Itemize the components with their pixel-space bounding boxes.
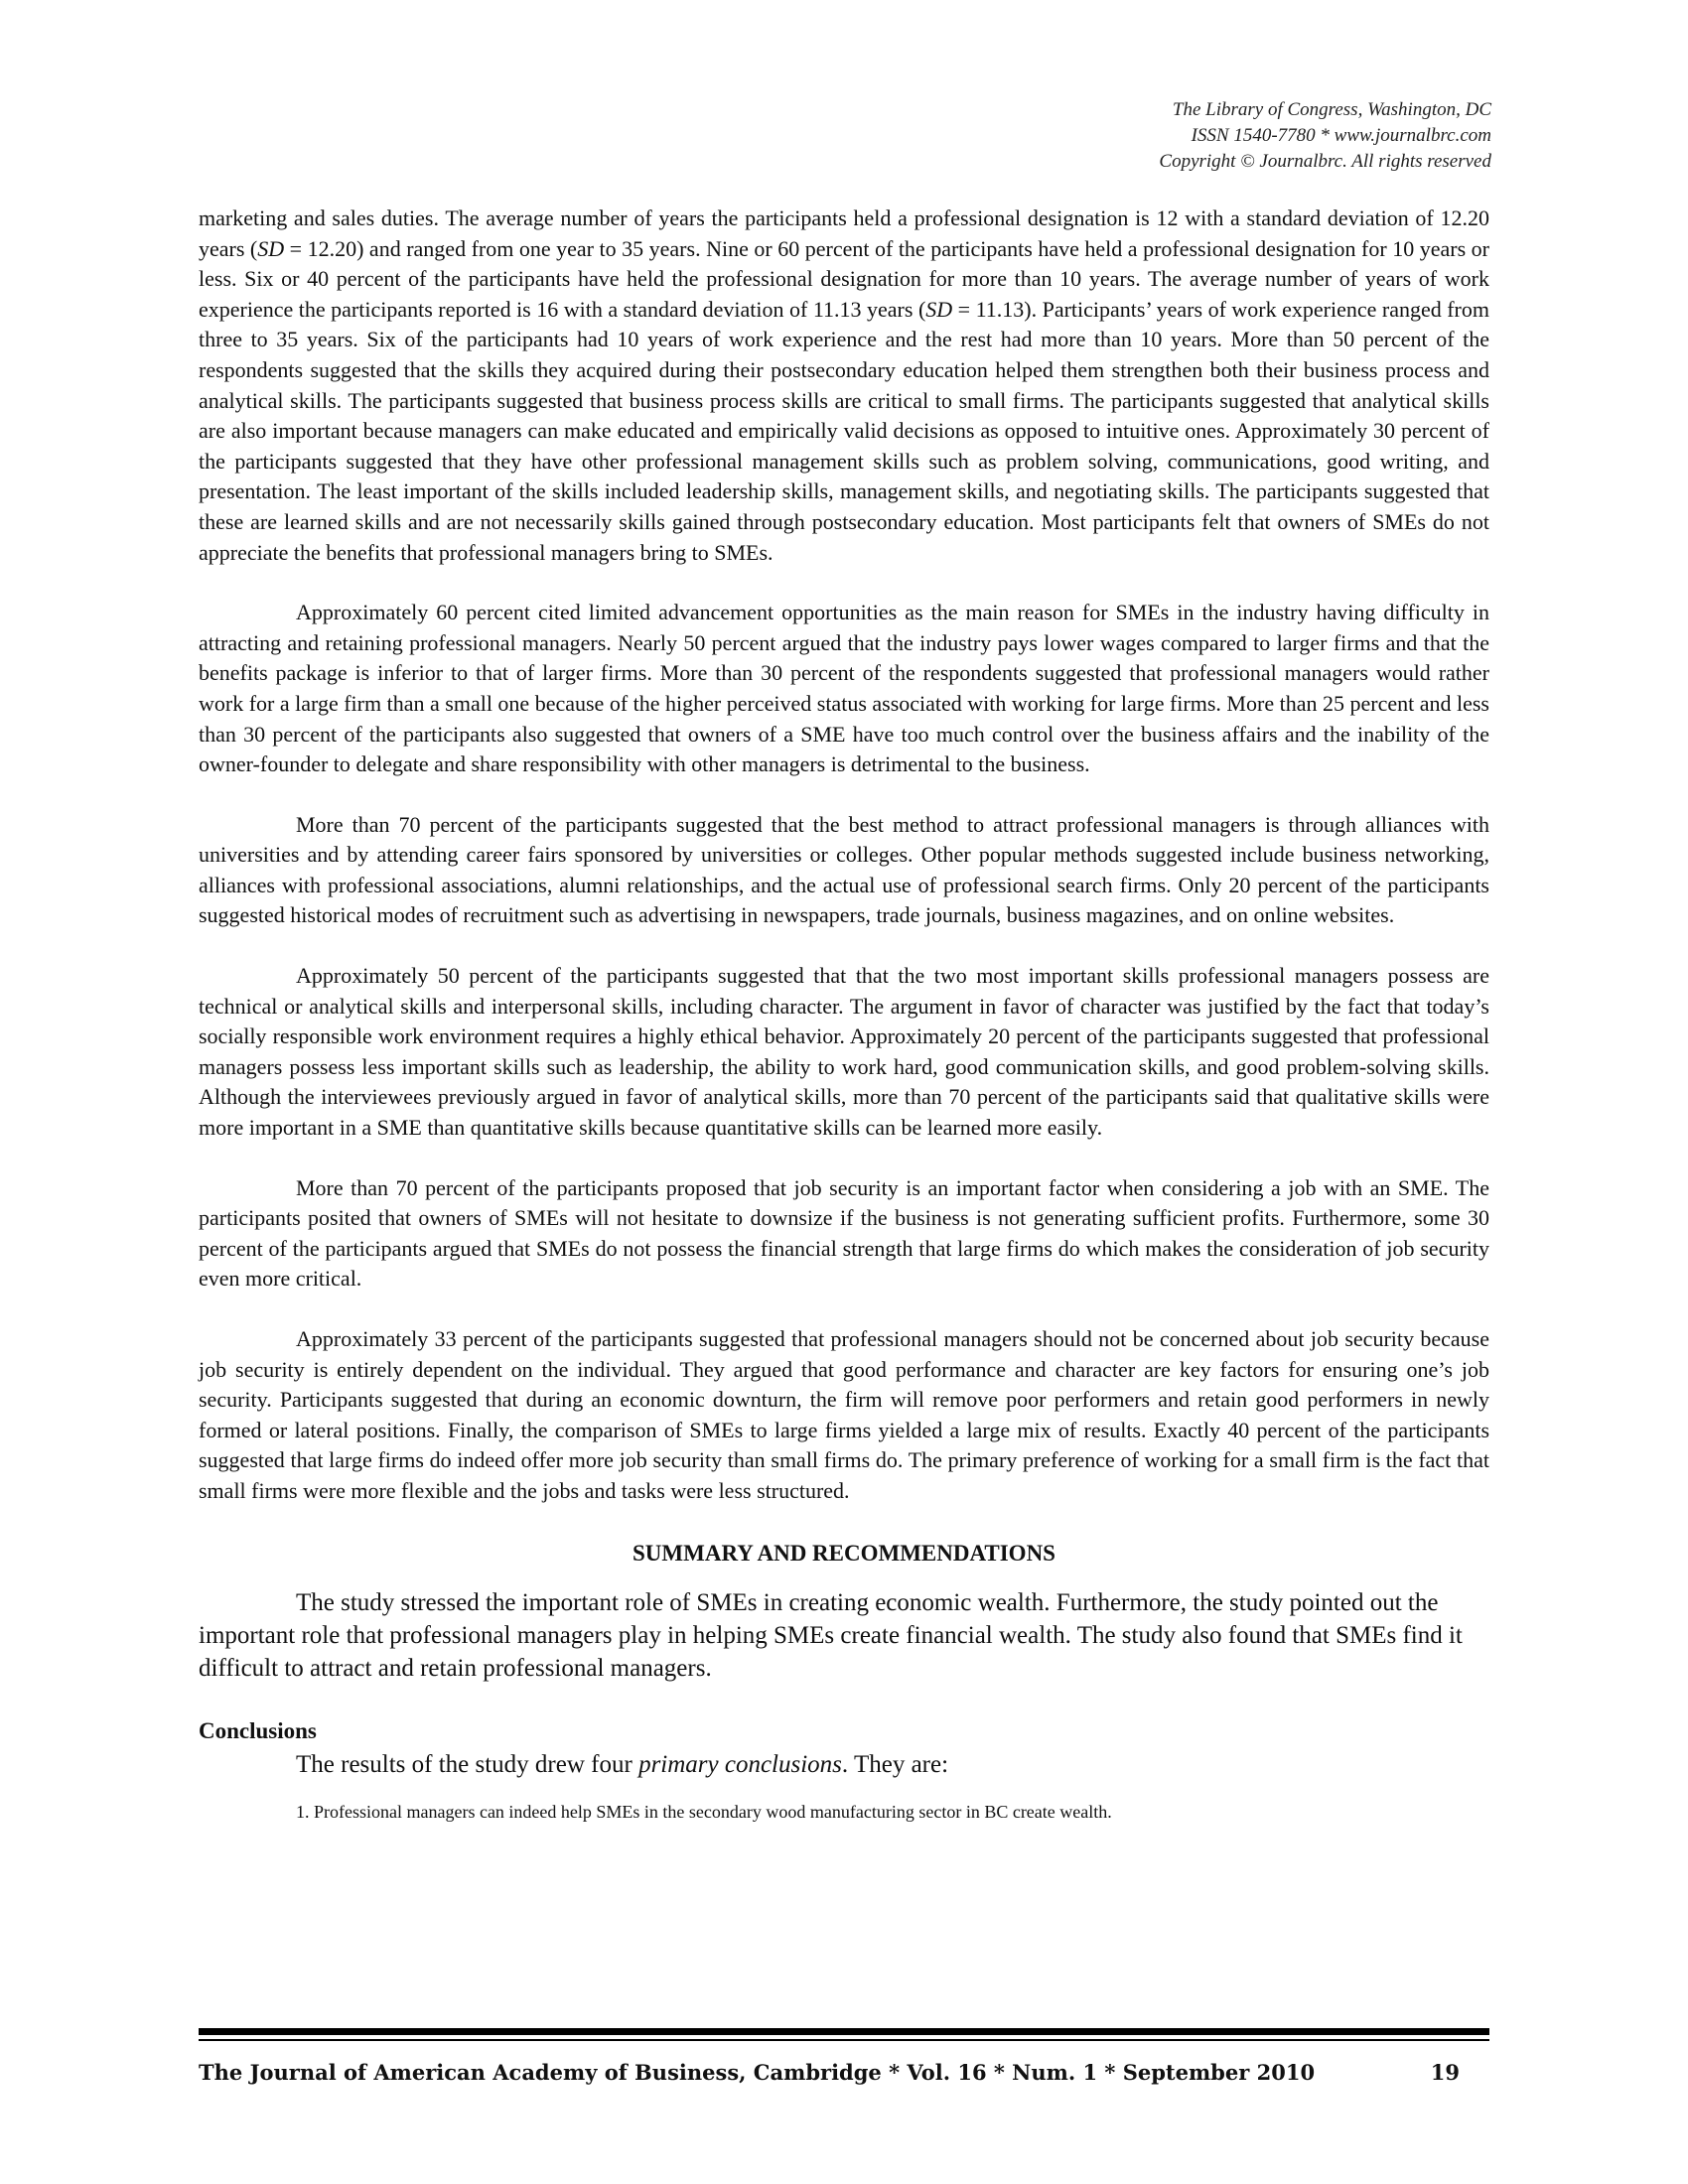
paragraph-text: = 11.13). Participants’ years of work experience ranged from three to 35 years. Six of the participants had 10 years of work experience and the rest had more than 10 years. More than 50 percent of the respondents suggested that the skills they acquired during their postsecondary education helped them strengthen both their business process and analytical skills. The participants suggested that business process skills are critical to small firms. The participants suggested that analytical skills are also important because managers can make educated and empirically valid decisions as opposed to intuitive ones. Approximately 30 percent of the participants suggested that they have other professional management skills such as problem solving, communications, good writing, and presentation. The least important of the skills included leadership skills, management skills, and negotiating skills. The participants suggested that these are learned skills and are not necessarily skills gained through postsecondary education. Most participants felt that owners of SMEs do not appreciate the benefits that professional managers bring to SMEs. (199, 296, 1489, 565)
conclusions-emphasis: primary conclusions (638, 1750, 842, 1778)
footer-rule-thick (199, 2028, 1489, 2035)
section-heading-summary: SUMMARY AND RECOMMENDATIONS (633, 1540, 1055, 1566)
conclusion-item: 1. Professional managers can indeed help SMEs in the secondary wood manufacturing sector in BC create wealth. (296, 1801, 1112, 1822)
footer-journal-citation: The Journal of American Academy of Business, Cambridge * Vol. 16 * Num. 1 * September 2010 (199, 2060, 1316, 2085)
paragraph-participant-stats (199, 204, 1489, 568)
header-publisher-line: The Library of Congress, Washington, DC (1172, 99, 1491, 120)
paragraph-advancement: Approximately 60 percent cited limited advancement opportunities as the main reason for SMEs in the industry having difficulty in attracting and retaining professional managers. Nearly 50 percent argued that the industry pays lower wages compared to larger firms and that the benefits package is inferior to that of larger firms. More than 30 percent of the respondents suggested that professional managers would rather work for a large firm than a small one because of the higher perceived status associated with working for large firms. More than 25 percent and less than 30 percent of the participants also suggested that owners of a SME have too much control over the business affairs and the inability of the owner-founder to delegate and share responsibility with other managers is detrimental to the business. (199, 600, 1489, 777)
subsection-heading-conclusions: Conclusions (199, 1717, 317, 1743)
conclusions-intro-text: . They are: (841, 1750, 949, 1778)
conclusions-intro (296, 1748, 1489, 1781)
paragraph-recruitment-methods: More than 70 percent of the participants suggested that the best method to attract professional managers is through alliances with universities and by attending career fairs sponsored by universities or colleges. Other popular methods suggested include business networking, alliances with professional associations, alumni relationships, and the actual use of professional search firms. Only 20 percent of the participants suggested historical modes of recruitment such as advertising in newspapers, trade journals, business magazines, and on online websites. (199, 811, 1489, 928)
sd-symbol: SD (257, 235, 285, 261)
article-body (199, 204, 1489, 1825)
paragraph-text: marketing and sales duties. The average number of years the participants held a professional designation is 12 with a standard deviation of 12.20 years ( (199, 205, 1489, 261)
page-number: 19 (1430, 2060, 1460, 2085)
sd-symbol: SD (925, 296, 953, 322)
footer-rule-thin (199, 2039, 1489, 2041)
paragraph-summary: The study stressed the important role of SMEs in creating economic wealth. Furthermore, the study pointed out the important role that professional managers play in helping SMEs create financial wealth. The study also found that SMEs find it difficult to attract and retain professional managers. (199, 1588, 1463, 1682)
header-copyright-line: Copyright © Journalbrc. All rights reserved (1159, 151, 1491, 172)
running-header (1159, 97, 1491, 175)
header-issn-line: ISSN 1540-7780 * www.journalbrc.com (1191, 125, 1491, 146)
paragraph-job-security: More than 70 percent of the participants proposed that job security is an important factor when considering a job with an SME. The participants posited that owners of SMEs will not hesitate to downsize if the business is not generating sufficient profits. Furthermore, some 30 percent of the participants argued that SMEs do not possess the financial strength that large firms do which makes the consideration of job security even more critical. (199, 1174, 1489, 1292)
paragraph-important-skills: Approximately 50 percent of the participants suggested that that the two most important skills professional managers possess are technical or analytical skills and interpersonal skills, including character. The argument in favor of character was justified by the fact that today’s socially responsible work environment requires a highly ethical behavior. Approximately 20 percent of the participants suggested that professional managers possess less important skills such as leadership, the ability to work hard, good communication skills, and good problem-solving skills. Although the interviewees previously argued in favor of analytical skills, more than 70 percent of the participants said that qualitative skills were more important in a SME than quantitative skills because quantitative skills can be learned more easily. (199, 963, 1489, 1141)
paragraph-job-security-individual: Approximately 33 percent of the participants suggested that professional managers should not be concerned about job security because job security is entirely dependent on the individual. They argued that good performance and character are key factors for ensuring one’s job security. Participants suggested that during an economic downturn, the firm will remove poor performers and retain good performers in newly formed or lateral positions. Finally, the comparison of SMEs to large firms yielded a large mix of results. Exactly 40 percent of the participants suggested that large firms do indeed offer more job security than small firms do. The primary preference of working for a small firm is the fact that small firms were more flexible and the jobs and tasks were less structured. (199, 1326, 1489, 1503)
conclusions-intro-text: The results of the study drew four (296, 1750, 639, 1778)
running-footer (199, 2058, 1460, 2088)
paragraph-text: = 12.20) and ranged from one year to 35 years. Nine or 60 percent of the participants have held a professional designation for 10 years or less. Six or 40 percent of the participants have held the professional designation for more than 10 years. The average number of years of work experience the participants reported is 16 with a standard deviation of 11.13 years ( (199, 235, 1489, 322)
